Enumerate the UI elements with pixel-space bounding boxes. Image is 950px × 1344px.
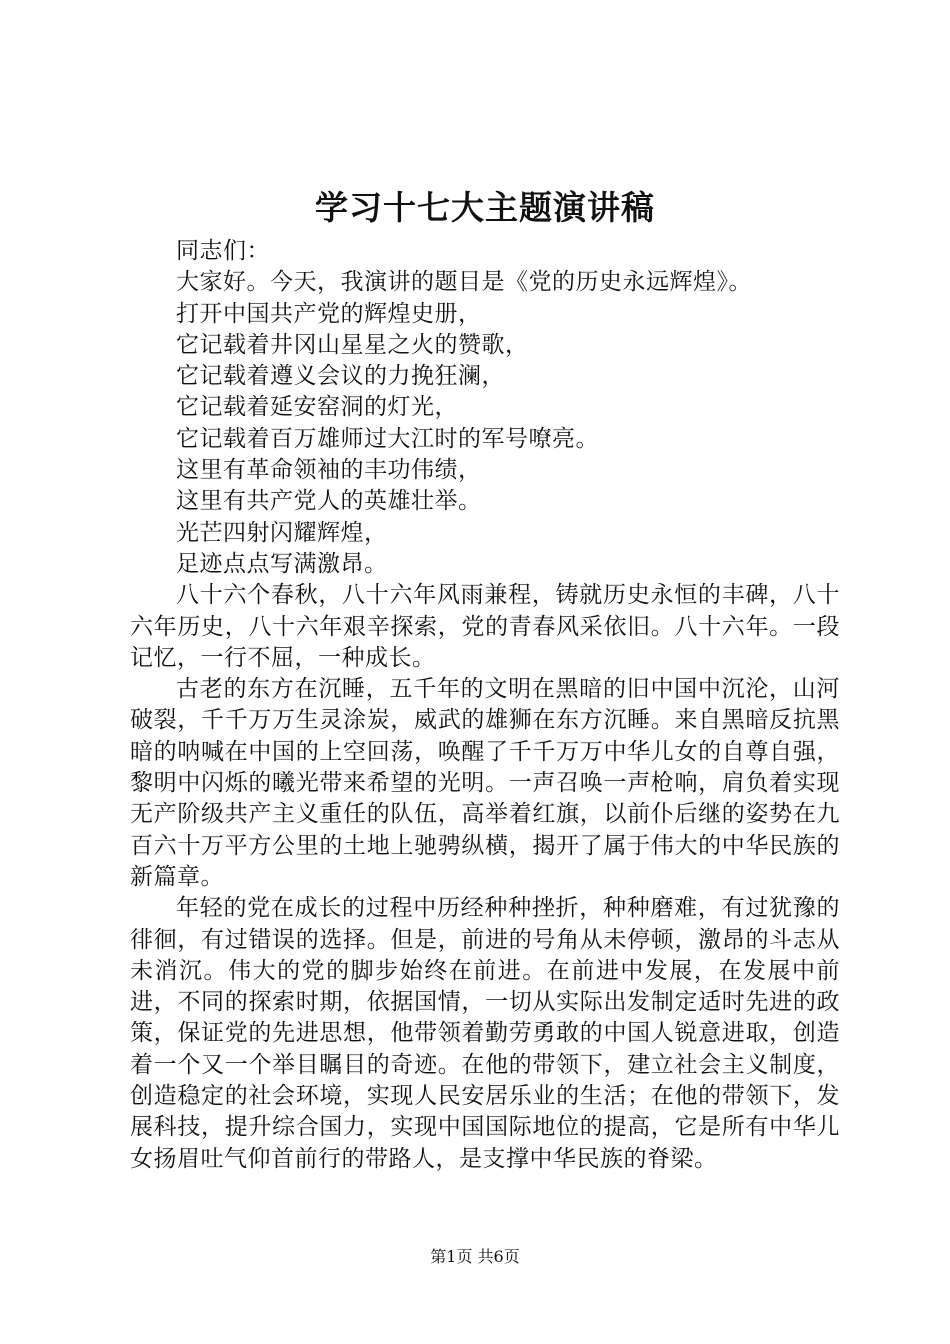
- poem-line: 它记载着延安窑洞的灯光，: [176, 394, 458, 421]
- poem-line: 光芒四射闪耀辉煌，: [176, 519, 388, 546]
- paragraph-greeting: 同志们：: [176, 238, 270, 264]
- document-body: [130, 236, 840, 1175]
- poem-line: 足迹点点写满激昂。: [176, 550, 388, 577]
- poem-line: 打开中国共产党的辉煌史册，: [176, 300, 482, 327]
- paragraph-body: 古老的东方在沉睡，五千年的文明在黑暗的旧中国中沉沦，山河破裂，千千万万生灵涂炭，威武的雄狮在东方沉睡。来自黑暗反抗黑暗的呐喊在中国的上空回荡，唤醒了千千万万中华儿女的自尊自强，黎明中闪烁的曦光带来希望的光明。一声召唤一声枪响，肩负着实现无产阶级共产主义重任的队伍，高举着红旗，以前仆后继的姿势在九百六十万平方公里的土地上驰骋纵横，揭开了属于伟大的中华民族的新篇章。: [130, 676, 840, 890]
- poem-line: 它记载着百万雄师过大江时的军号嘹亮。: [176, 425, 599, 452]
- page-number-footer: 第1页 共6页: [430, 1247, 520, 1266]
- poem-line: 它记载着遵义会议的力挽狂澜，: [176, 363, 505, 390]
- poem-line: 这里有共产党人的英雄壮举。: [176, 488, 482, 515]
- paragraph-intro: 大家好。今天，我演讲的题目是《党的历史永远辉煌》。: [176, 269, 752, 296]
- paragraph-body: 年轻的党在成长的过程中历经种种挫折，种种磨难，有过犹豫的徘徊，有过错误的选择。但是，前进的号角从未停顿，激昂的斗志从未消沉。伟大的党的脚步始终在前进。在前进中发展，在发展中前进，不同的探索时期，依据国情，一切从实际出发制定适时先进的政策，保证党的先进思想，他带领着勤劳勇敢的中国人锐意进取，创造着一个又一个举目瞩目的奇迹。在他的带领下，建立社会主义制度，创造稳定的社会环境，实现人民安居乐业的生活；在他的带领下，发展科技，提升综合国力，实现中国国际地位的提高，它是所有中华儿女扬眉吐气仰首前行的带路人，是支撑中华民族的脊梁。: [130, 895, 840, 1172]
- poem-line: 它记载着井冈山星星之火的赞歌，: [176, 331, 529, 358]
- poem-line: 这里有革命领袖的丰功伟绩，: [176, 457, 482, 484]
- paragraph-body: 八十六个春秋，八十六年风雨兼程，铸就历史永恒的丰碑，八十六年历史，八十六年艰辛探索，党的青春风采依旧。八十六年。一段记忆，一行不屈，一种成长。: [130, 582, 840, 671]
- document-page: [130, 180, 840, 1175]
- document-title: 学习十七大主题演讲稿: [315, 188, 655, 227]
